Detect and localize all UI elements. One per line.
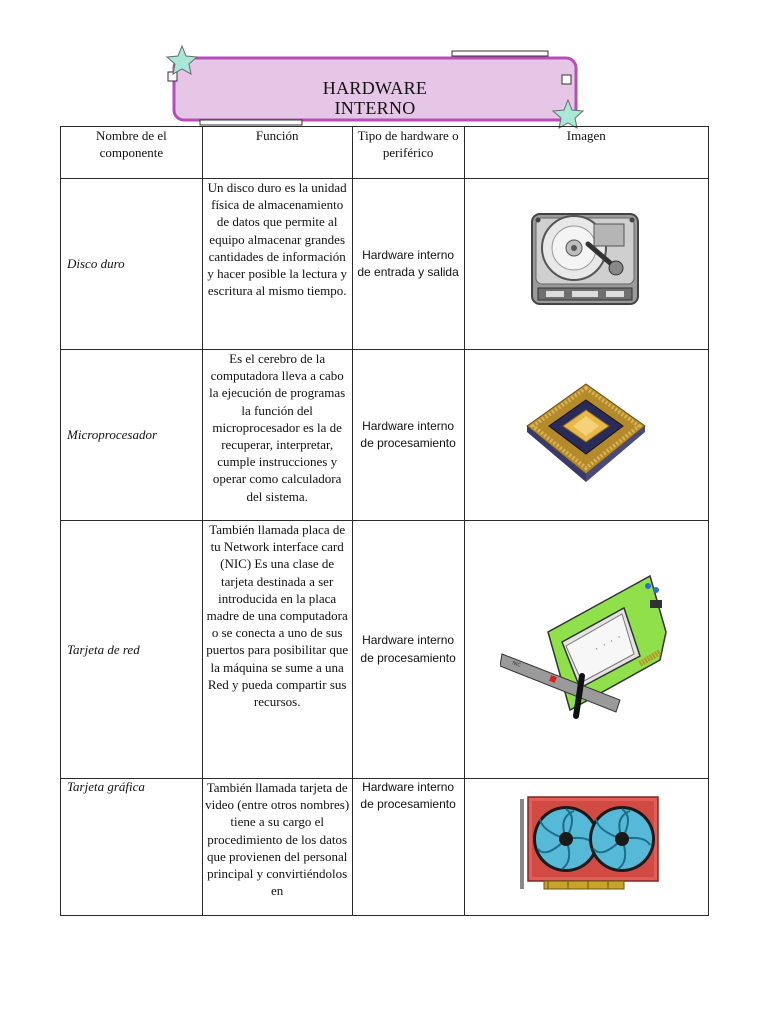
network-card-icon — [500, 572, 672, 722]
header-name: Nombre de el componente — [61, 127, 203, 179]
component-name: Tarjeta de red — [61, 521, 203, 779]
svg-text:· · · ·: · · · · — [593, 632, 624, 654]
table-row — [61, 521, 709, 779]
hardware-table — [60, 126, 709, 916]
component-function: Un disco duro es la unidad física de almacenamiento de datos que permite al equipo almacenar grandes cantidades de información y hacer posible la lectura y escritura al mismo tiempo. — [202, 179, 352, 350]
microprocessor-chip-icon — [521, 378, 651, 488]
page-title: HARDWARE INTERNO — [322, 78, 428, 118]
table-row — [61, 350, 709, 521]
table-header-row — [61, 127, 709, 179]
table-row — [61, 179, 709, 350]
component-function: Es el cerebro de la computadora lleva a cabo la ejecución de programas la función del microprocesador es la de recuperar, interpretar, cumple instrucciones y operar como calculadora del sistema. — [202, 350, 352, 521]
svg-text:NIC: NIC — [511, 660, 522, 669]
component-name: Microprocesador — [61, 350, 203, 521]
component-type: Hardware interno de procesamiento — [352, 779, 464, 916]
graphics-card-icon — [508, 789, 664, 901]
header-image: Imagen — [464, 127, 708, 179]
hard-disk-drive-icon — [524, 210, 648, 314]
fan-icon — [589, 806, 655, 872]
table-row — [61, 779, 709, 916]
title-banner — [174, 58, 576, 122]
header-type: Tipo de hardware o periférico — [352, 127, 464, 179]
component-type: Hardware interno de procesamiento — [352, 521, 464, 779]
component-name: Disco duro — [61, 179, 203, 350]
component-image — [464, 350, 708, 521]
component-function: También llamada tarjeta de video (entre otros nombres) tiene a su cargo el procedimiento de los datos que provienen del personal principal y convirtiéndolos en — [202, 779, 352, 916]
component-type: Hardware interno de entrada y salida — [352, 179, 464, 350]
component-type: Hardware interno de procesamiento — [352, 350, 464, 521]
header-function: Función — [202, 127, 352, 179]
component-function: También llamada placa de tu Network interface card (NIC) Es una clase de tarjeta destinada a ser introducida en la placa madre de una computadora o se conecta a uno de sus puertos para posibilitar que la máquina se sume a una Red y pueda compartir sus recursos. — [202, 521, 352, 779]
component-image — [464, 779, 708, 916]
component-image — [464, 521, 708, 779]
component-name: Tarjeta gráfica — [61, 779, 203, 916]
component-image — [464, 179, 708, 350]
